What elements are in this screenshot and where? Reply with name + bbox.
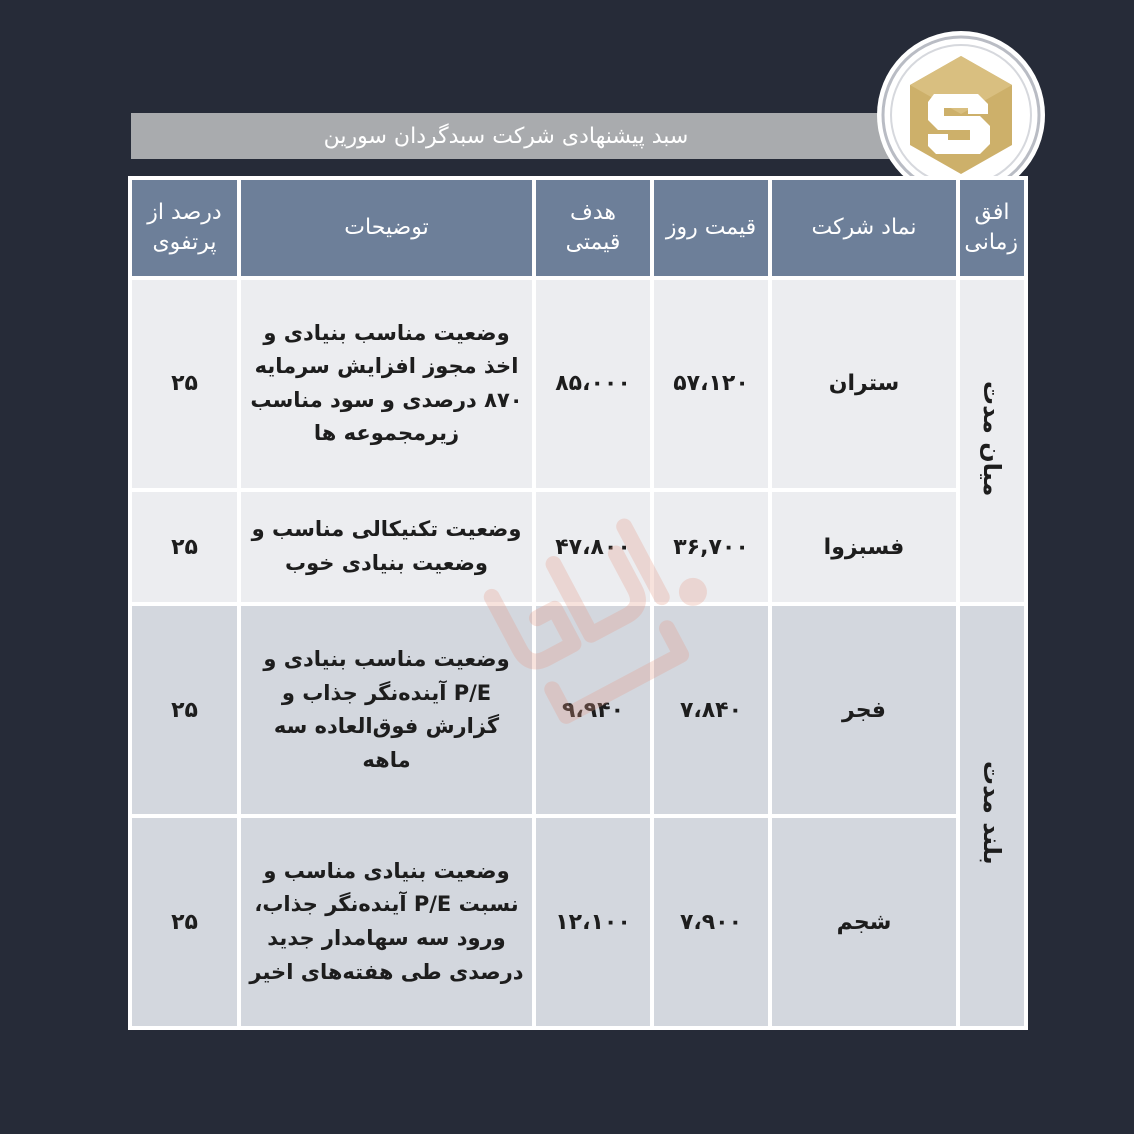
page-title-text: سبد پیشنهادی شرکت سبدگردان سورین xyxy=(323,123,689,149)
header-description: توضیحات xyxy=(239,178,534,278)
horizon-label: بلند مدت xyxy=(978,761,1006,866)
horizon-label: میان مدت xyxy=(978,380,1006,496)
percent-cell: ۲۵ xyxy=(130,604,239,816)
target-cell: ۸۵،۰۰۰ xyxy=(534,278,652,490)
symbol-cell: فجر xyxy=(770,604,958,816)
percent-cell: ۲۵ xyxy=(130,278,239,490)
portfolio-table xyxy=(128,176,1028,1030)
description-cell: وضعیت مناسب بنیادی و P/E آینده‌نگر جذاب و گزارش فوق‌العاده سه ماهه xyxy=(239,604,534,816)
price-cell: ۷،۹۰۰ xyxy=(652,816,770,1028)
table-header-row xyxy=(130,178,1026,278)
header-percent: درصد از پرتفوی xyxy=(130,178,239,278)
table-row xyxy=(130,816,1026,1028)
header-symbol: نماد شرکت xyxy=(770,178,958,278)
header-target: هدف قیمتی xyxy=(534,178,652,278)
price-cell: ۵۷،۱۲۰ xyxy=(652,278,770,490)
table-row xyxy=(130,490,1026,605)
table-row xyxy=(130,604,1026,816)
horizon-cell xyxy=(958,278,1026,604)
symbol-cell: فسبزوا xyxy=(770,490,958,605)
percent-cell: ۲۵ xyxy=(130,490,239,605)
target-cell: ۹،۹۴۰ xyxy=(534,604,652,816)
horizon-cell xyxy=(958,604,1026,1028)
target-cell: ۴۷،۸۰۰ xyxy=(534,490,652,605)
header-price: قیمت روز xyxy=(652,178,770,278)
table-row xyxy=(130,278,1026,490)
symbol-cell: شجم xyxy=(770,816,958,1028)
price-cell: ۳۶,۷۰۰ xyxy=(652,490,770,605)
header-horizon: افق زمانی xyxy=(958,178,1026,278)
price-cell: ۷،۸۴۰ xyxy=(652,604,770,816)
page-title xyxy=(131,113,901,159)
description-cell: وضعیت مناسب بنیادی و اخذ مجوز افزایش سرمایه ۸۷۰ درصدی و سود مناسب زیرمجموعه ها xyxy=(239,278,534,490)
description-cell: وضعیت تکنیکالی مناسب و وضعیت بنیادی خوب xyxy=(239,490,534,605)
target-cell: ۱۲،۱۰۰ xyxy=(534,816,652,1028)
description-cell: وضعیت بنیادی مناسب و نسبت P/E آینده‌نگر جذاب، ورود سه سهامدار جدید درصدی طی هفته‌های اخیر xyxy=(239,816,534,1028)
percent-cell: ۲۵ xyxy=(130,816,239,1028)
symbol-cell: ستران xyxy=(770,278,958,490)
